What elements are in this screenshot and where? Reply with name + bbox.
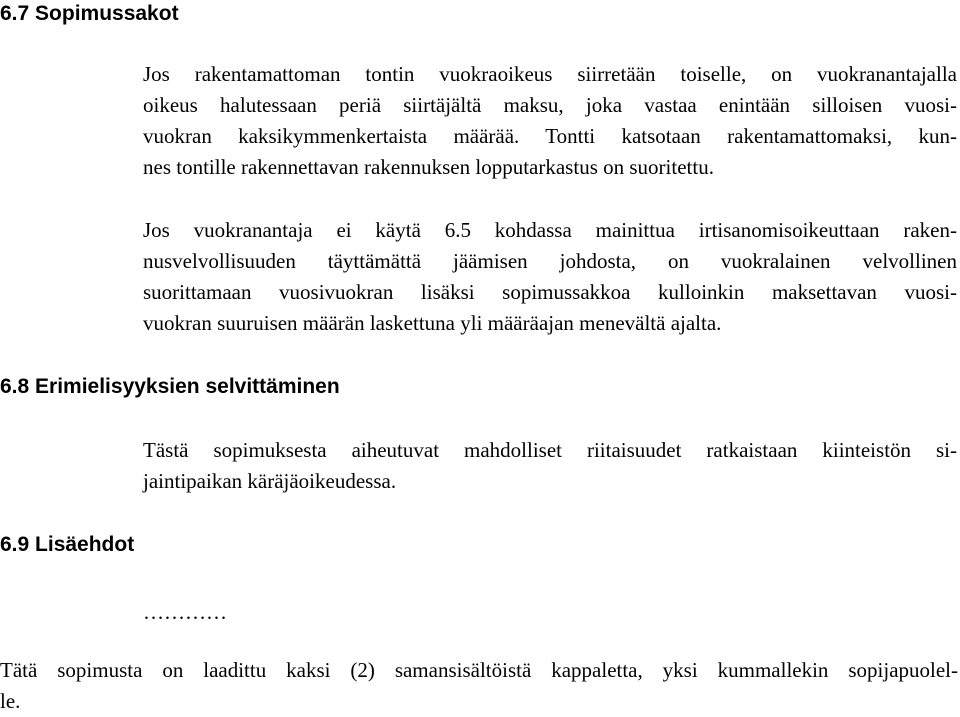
paragraph-6-7-transfer-fee [143,59,957,183]
text-line: jaintipaikan käräjäoikeudessa. [143,469,397,493]
paragraph-6-7-penalty [143,215,957,339]
text-line: le. [0,689,21,713]
text-line: oikeus halutessaan periä siirtäjältä maksu, joka vastaa enintään silloisen vuosi- [143,93,957,117]
text-line: Jos rakentamattoman tontin vuokraoikeus siirretään toiselle, on vuokranantajalla [143,62,957,86]
text-line: nes tontille rakennettavan rakennuksen lopputarkastus on suoritettu. [143,155,714,179]
text-line: vuokran suuruisen määrän laskettuna yli määräajan menevältä ajalta. [143,311,722,335]
section-heading-6-9: 6.9 Lisäehdot [0,533,135,556]
section-heading-6-8: 6.8 Erimielisyyksien selvittäminen [0,375,340,398]
text-line: Tästä sopimuksesta aiheutuvat mahdolliset riitaisuudet ratkaistaan kiinteistön si- [143,438,957,462]
paragraph-6-8-disputes [143,435,957,497]
additional-terms-placeholder: ………… [143,600,227,624]
closing-statement [0,655,958,717]
text-line: vuokran kaksikymmenkertaista määrää. Tontti katsotaan rakentamattomaksi, kun- [143,124,957,148]
section-heading-6-7: 6.7 Sopimussakot [0,2,179,25]
text-line: suorittamaan vuosivuokran lisäksi sopimussakkoa kulloinkin maksettavan vuosi- [143,280,957,304]
text-line: Tätä sopimusta on laadittu kaksi (2) samansisältöistä kappaletta, yksi kummallekin sopijapuolel- [0,658,958,682]
text-line: Jos vuokranantaja ei käytä 6.5 kohdassa mainittua irtisanomisoikeuttaan raken- [143,218,957,242]
text-line: nusvelvollisuuden täyttämättä jäämisen johdosta, on vuokralainen velvollinen [143,249,957,273]
